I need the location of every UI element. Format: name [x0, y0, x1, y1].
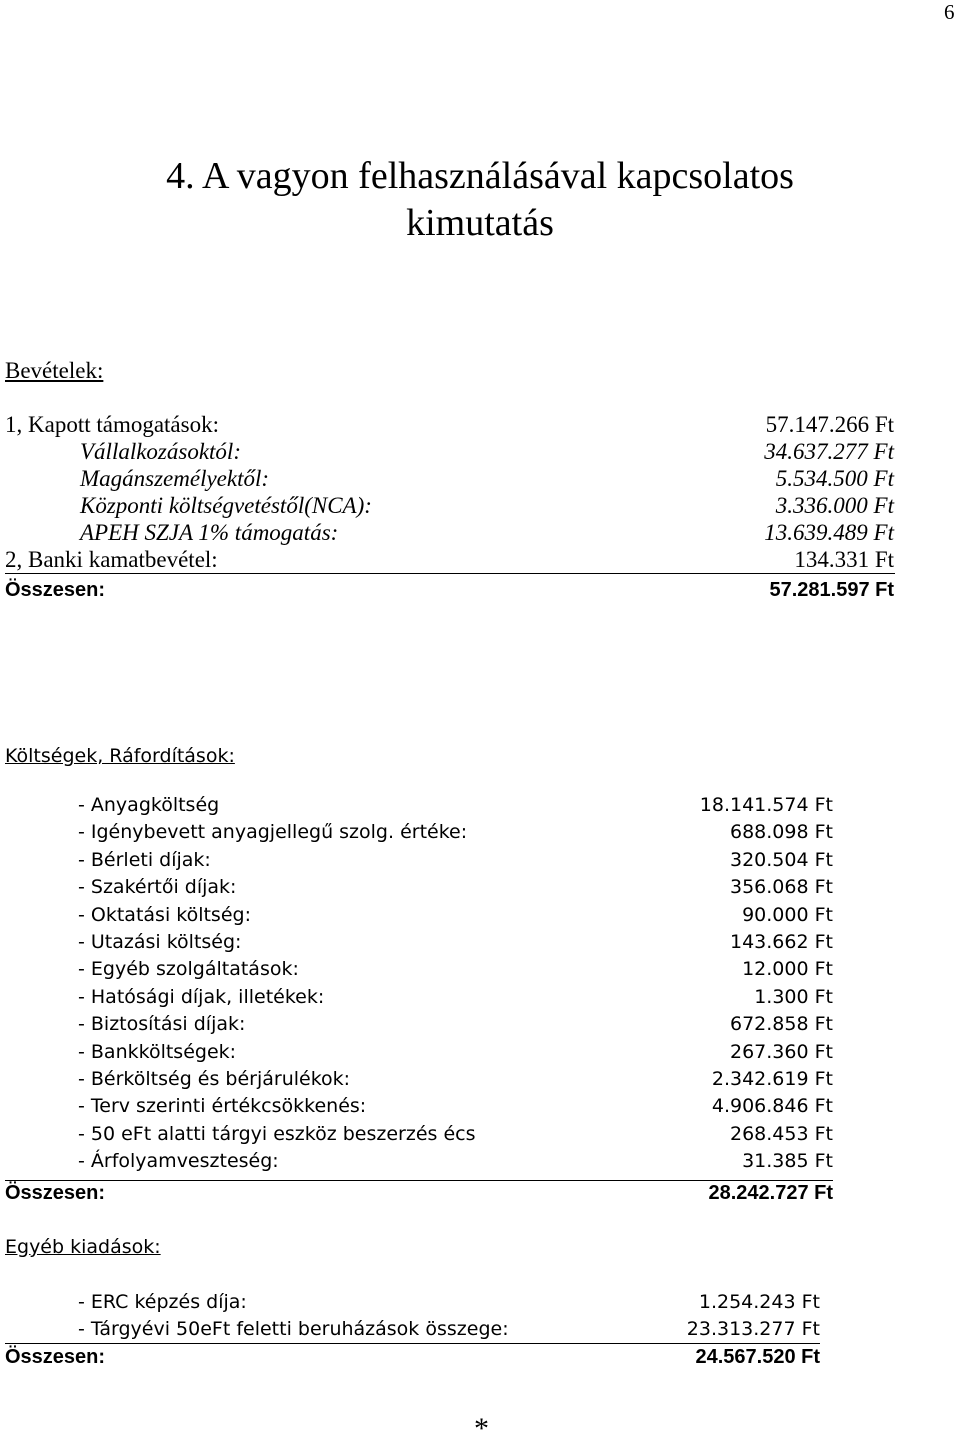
other-expense-label: - Tárgyévi 50eFt feletti beruházások összege:	[78, 1318, 509, 1340]
cost-row-value: 268.453 Ft	[730, 1123, 833, 1145]
costs-total-value: 28.242.727 Ft	[708, 1182, 833, 1204]
other-expenses-total-label: Összesen:	[5, 1346, 106, 1368]
revenue-row-value: 57.147.266 Ft	[765, 412, 894, 437]
cost-row-value: 12.000 Ft	[742, 958, 833, 980]
cost-row-value: 143.662 Ft	[730, 931, 833, 953]
cost-row-label: - Anyagköltség	[78, 794, 220, 816]
revenue-row-label: Vállalkozásoktól:	[80, 439, 241, 464]
other-expense-value: 1.254.243 Ft	[698, 1291, 820, 1313]
cost-row-value: 4.906.846 Ft	[711, 1095, 833, 1117]
footer-asterisk: *	[474, 1412, 489, 1445]
page-number: 6	[944, 0, 955, 24]
costs-heading: Költségek, Ráfordítások:	[5, 745, 235, 767]
cost-row-label: - Árfolyamveszteség:	[78, 1150, 279, 1172]
cost-row-label: - Egyéb szolgáltatások:	[78, 958, 299, 980]
costs-total-label: Összesen:	[5, 1182, 106, 1204]
cost-row-label: - Bankköltségek:	[78, 1041, 237, 1063]
other-expenses-heading: Egyéb kiadások:	[5, 1236, 161, 1258]
cost-row-value: 356.068 Ft	[730, 876, 833, 898]
other-expense-value: 23.313.277 Ft	[686, 1318, 820, 1340]
costs-total-rule	[5, 1180, 833, 1181]
revenue-total-value: 57.281.597 Ft	[769, 579, 894, 601]
revenue-row-label: APEH SZJA 1% támogatás:	[80, 520, 339, 545]
revenue-row-value: 13.639.489 Ft	[764, 520, 894, 545]
revenue-total-rule	[5, 573, 895, 574]
cost-row-label: - Hatósági díjak, illetékek:	[78, 986, 325, 1008]
revenue-row-label: 1, Kapott támogatások:	[5, 412, 219, 437]
cost-row-label: - Igénybevett anyagjellegű szolg. értéke:	[78, 821, 468, 843]
revenue-row-value: 3.336.000 Ft	[775, 493, 894, 518]
other-expense-label: - ERC képzés díja:	[78, 1291, 247, 1313]
cost-row-label: - Bérköltség és bérjárulékok:	[78, 1068, 351, 1090]
revenue-row-label: Központi költségvetéstől(NCA):	[80, 493, 372, 518]
revenue-heading: Bevételek:	[5, 358, 104, 383]
other-expenses-total-rule	[5, 1343, 820, 1344]
cost-row-value: 320.504 Ft	[730, 849, 833, 871]
cost-row-value: 672.858 Ft	[730, 1013, 833, 1035]
revenue-row-label: 2, Banki kamatbevétel:	[5, 547, 218, 572]
cost-row-value: 267.360 Ft	[730, 1041, 833, 1063]
cost-row-label: - Biztosítási díjak:	[78, 1013, 246, 1035]
cost-row-value: 90.000 Ft	[742, 904, 833, 926]
cost-row-value: 31.385 Ft	[742, 1150, 833, 1172]
revenue-total-label: Összesen:	[5, 579, 106, 601]
revenue-row-value: 134.331 Ft	[794, 547, 894, 572]
cost-row-label: - Oktatási költség:	[78, 904, 251, 926]
cost-row-label: - Terv szerinti értékcsökkenés:	[78, 1095, 367, 1117]
revenue-row-label: Magánszemélyektől:	[80, 466, 270, 491]
cost-row-value: 2.342.619 Ft	[711, 1068, 833, 1090]
revenue-row-value: 5.534.500 Ft	[775, 466, 894, 491]
cost-row-label: - Bérleti díjak:	[78, 849, 211, 871]
cost-row-value: 18.141.574 Ft	[699, 794, 833, 816]
cost-row-label: - Utazási költség:	[78, 931, 242, 953]
cost-row-label: - 50 eFt alatti tárgyi eszköz beszerzés écs	[78, 1123, 476, 1145]
page-title-line-2: kimutatás	[406, 202, 554, 244]
cost-row-value: 688.098 Ft	[730, 821, 833, 843]
revenue-row-value: 34.637.277 Ft	[764, 439, 894, 464]
other-expenses-total-value: 24.567.520 Ft	[695, 1346, 820, 1368]
page-title-line-1: 4. A vagyon felhasználásával kapcsolatos	[166, 155, 794, 197]
cost-row-value: 1.300 Ft	[754, 986, 833, 1008]
cost-row-label: - Szakértői díjak:	[78, 876, 237, 898]
